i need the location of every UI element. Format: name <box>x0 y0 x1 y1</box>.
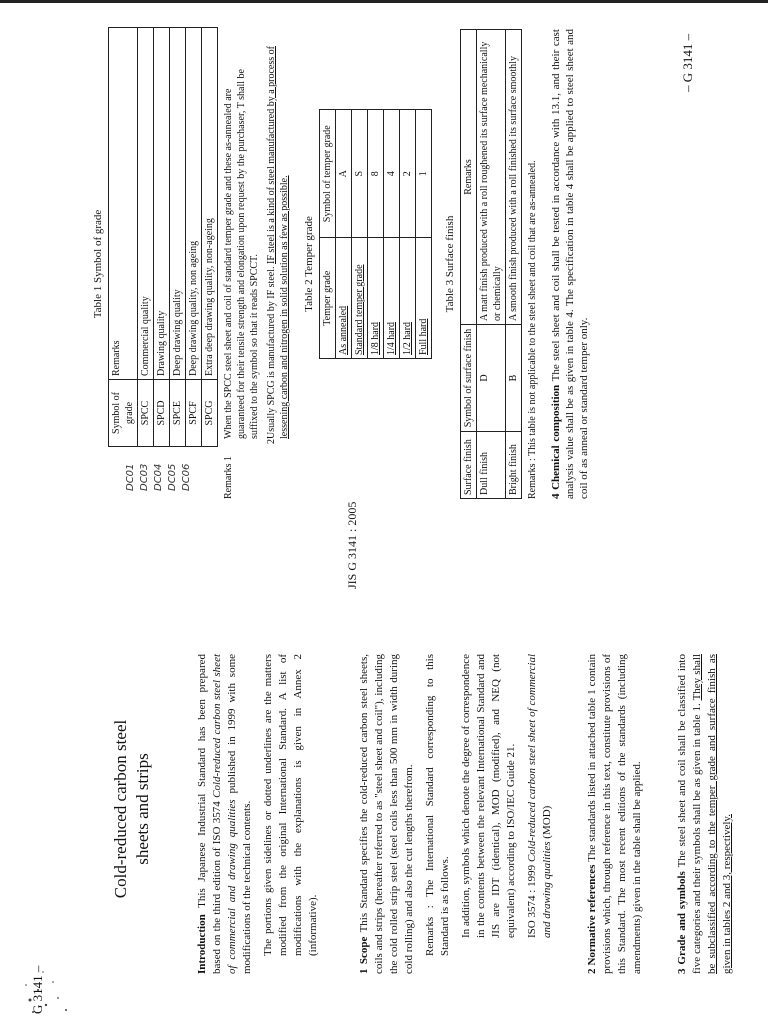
table1-caption: Table 1 Symbol of grade <box>92 209 104 319</box>
table-cell: Standard temper grade <box>352 238 368 359</box>
table-cell: Deep drawing quality, non ageing <box>186 28 202 380</box>
intro-heading: Introduction <box>196 914 208 974</box>
scope-heading: 1 Scope <box>358 936 370 974</box>
table-cell: Drawing quality <box>154 28 170 380</box>
handwritten-note-4: DC05 <box>167 463 178 491</box>
chemical-composition-paragraph <box>549 29 591 499</box>
scope-paragraph <box>357 654 417 974</box>
table-cell: Full hard <box>416 238 432 359</box>
scope-remarks <box>423 654 453 974</box>
table-header-cell: Remarks <box>461 30 477 325</box>
table-cell: Deep drawing quality <box>170 28 186 380</box>
table1-remark-1 <box>222 29 261 499</box>
table3-remarks <box>526 29 539 499</box>
normative-heading: 2 Normative references <box>586 864 598 974</box>
table-cell: 1/8 hard <box>368 238 384 359</box>
handwritten-note-2: DC03 <box>139 463 150 491</box>
table3-caption: Table 3 Surface finish <box>444 215 456 313</box>
grade-text-underlined: They shall be subclassified according to the temper grade and surface finish as given in tables 2 and 3, respectively. <box>691 654 733 974</box>
table-row <box>368 110 384 359</box>
table-cell: SPCD <box>154 380 170 447</box>
table-cell: B <box>506 325 522 432</box>
title-line-1: Cold-reduced carbon steel <box>111 719 130 899</box>
table-cell: SPCC <box>138 380 154 447</box>
intro-paragraph <box>195 654 255 974</box>
table-cell: A smooth finish produced with a roll finished its surface smoothly <box>506 30 522 325</box>
table-cell: D <box>477 325 506 432</box>
chem-text: The steel sheet and coil shall be tested in accordance with 13.1, and their cast analysis value shall be as given in table 4. The specification in table 4 shall be applied to steel sheet and coil of as anneal or standard temper only. <box>550 29 590 499</box>
table-cell: Commercial quality <box>138 28 154 380</box>
intro-paragraph-2: The portions given sidelines or dotted underlines are the matters modified from the original International Standard. A list of modifications with the explanations is given in Annex 2 (informative). <box>262 654 319 956</box>
iso-ref-number: ISO 3574 : 1999 <box>526 864 538 938</box>
table-1 <box>108 27 218 447</box>
table-header-cell: Remarks <box>109 28 138 380</box>
scope-remarks-text: The International Standard corresponding to this Standard is as follows. <box>424 654 451 956</box>
table-cell: SPCF <box>186 380 202 447</box>
iso-ref-suffix: (MOD) <box>541 805 553 839</box>
table1-remark-2 <box>265 29 291 499</box>
normative-text: The standards listed in attached table 1 contain provisions which, through reference in this text, constitute provisions of this Standard. The most recent editions of the standards (including amendments) given in the table shall be applied. <box>586 653 643 974</box>
handwritten-note-5: DC06 <box>181 463 192 491</box>
standard-header: JIS G 3141 : 2005 <box>345 501 359 589</box>
table-cell: SPCE <box>170 380 186 447</box>
grade-text: The steel sheet and coil shall be classified into five categories and their symbols shall be as given in table 1. <box>676 654 703 974</box>
normative-paragraph <box>585 654 645 974</box>
table-row <box>416 110 432 359</box>
table-cell: Dull finish <box>477 432 506 499</box>
table-row <box>154 28 170 447</box>
table-cell: 8 <box>368 110 384 238</box>
table-cell: 2 <box>400 110 416 238</box>
table-header-row <box>109 28 138 447</box>
intro-iso-title: Cold-reduced carbon steel sheet of commercial and drawing qualities <box>211 653 238 974</box>
iso-ref-title: Cold-reduced carbon steel sheet of commercial and drawing qualities <box>526 653 553 938</box>
table1-remarks-label: Remarks 1 <box>223 455 234 499</box>
table1-remark-2-number: 2 <box>266 439 277 444</box>
table2-caption: Table 2 Temper grade <box>303 216 315 312</box>
table-cell: S <box>352 110 368 238</box>
table3-remarks-text: This table is not applicable to the steel sheet and coil that are as-annealed. <box>527 160 538 456</box>
table-header-cell: Surface finish <box>461 432 477 499</box>
table1-remark-2-plain: Usually SPCG is manufactured by IF steel. <box>266 266 277 439</box>
table-cell: 4 <box>384 110 400 238</box>
table-header-cell: Symbol of surface finish <box>461 325 477 432</box>
table-row <box>336 110 352 359</box>
table-3 <box>460 29 522 499</box>
table-row <box>477 30 506 499</box>
page-number-left: G 3141 – <box>30 965 45 1014</box>
table-header-cell: Symbol of temper grade <box>320 110 336 238</box>
handwritten-note-3: DC04 <box>153 463 164 491</box>
handwritten-note-1: DC01 <box>125 463 136 491</box>
table1-remark-1-text: When the SPCC steel sheet and coil of standard temper grade and these as-annealed are guaranteed for their tensile strength and elongation upon request by the purchaser, T shall be suffixed to the symbol so that it reads SPCCT. <box>223 69 260 439</box>
intro-text: This Japanese Industrial Standard has been prepared based on the third edition of ISO 3574 <box>196 654 223 974</box>
table-header-cell: Temper grade <box>320 238 336 359</box>
table-header-row <box>320 110 336 359</box>
scope-remarks-label: Remarks : <box>424 905 436 956</box>
table-cell: As annealed <box>336 238 352 359</box>
table-cell: 1/2 hard <box>400 238 416 359</box>
table-header-row <box>461 30 477 499</box>
page-number-right: – G 3141 – <box>680 33 695 92</box>
table-row <box>400 110 416 359</box>
table-cell: 1 <box>416 110 432 238</box>
table1-remark-2-underlined: IF steel is a kind of steel manufactured by a process of lessening carbon and nitrogen in solid solution as few as possible. <box>266 46 290 439</box>
table-cell: Bright finish <box>506 432 522 499</box>
left-column <box>195 654 741 974</box>
iso-reference <box>525 654 555 974</box>
table-row <box>352 110 368 359</box>
right-column <box>90 29 591 499</box>
grade-heading: 3 Grade and symbols <box>676 871 688 974</box>
chem-heading: 4 Chemical composition <box>550 384 562 499</box>
table1-remark-2-text <box>265 44 291 439</box>
table-row <box>202 28 218 447</box>
table3-remarks-label: Remarks : <box>527 458 538 499</box>
table-header-cell: Symbol of grade <box>109 380 138 447</box>
document-title <box>110 709 154 909</box>
table-cell: SPCG <box>202 380 218 447</box>
scope-remarks-2: In addition, symbols which denote the degree of correspondence in the contents between the relevant International Standard and JIS are IDT (identical), MOD (modified), and NEQ (not equivalent) according to ISO/IEC Guide 21. <box>460 654 517 938</box>
intro-text-end: published in 1999 with some modifications of the technical contents. <box>226 653 253 974</box>
table-row <box>384 110 400 359</box>
table-row <box>506 30 522 499</box>
table-row <box>170 28 186 447</box>
table-cell: 1/4 hard <box>384 238 400 359</box>
scope-text: This Standard specifies the cold-reduced carbon steel sheets, coils and strips (hereafter referred to as "steel sheet and coil"), including the cold rolled strip steel (steel coils less than 500 mm in width during cold rolling) and also the cut lengths therefrom. <box>358 654 415 974</box>
table-row <box>138 28 154 447</box>
grade-paragraph <box>675 654 735 974</box>
table-cell: A matt finish produced with a roll roughened its surface mechanically or chemically <box>477 30 506 325</box>
table-cell: A <box>336 110 352 238</box>
table-2 <box>319 109 432 359</box>
table-row <box>186 28 202 447</box>
title-line-2: sheets and strips <box>133 753 152 865</box>
table-cell: Extra deep drawing quality, non-ageing <box>202 28 218 380</box>
